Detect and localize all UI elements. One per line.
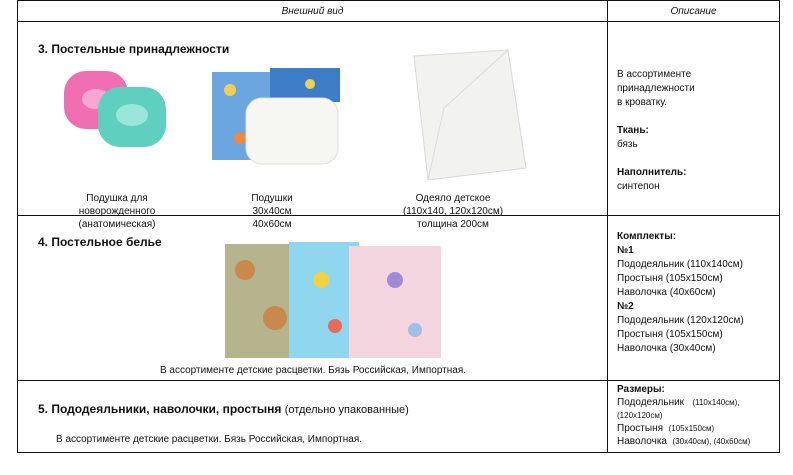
header-look: Внешний вид xyxy=(18,1,608,22)
newborn-pillow-image xyxy=(60,65,180,155)
bedding-sets-image xyxy=(225,240,441,362)
catalog-table xyxy=(17,0,780,453)
pillows-image xyxy=(210,68,340,168)
filler-label: Наполнитель: xyxy=(617,167,687,178)
section4-title: 4. Постельное белье xyxy=(38,235,162,249)
header-description: Описание xyxy=(608,1,780,22)
blanket-image xyxy=(404,48,532,182)
sets-label: Комплекты: xyxy=(617,231,677,242)
sizes-label: Размеры: xyxy=(617,384,665,395)
section4-desc-cell: Комплекты: №1 Пододеяльник (110х140см) Простыня (105х150см) Наволочка (40х60см) №2 Пододеяльник (120х120см) Простыня (105х150см) Наволочка (30х40см) xyxy=(608,216,780,381)
section3-desc-cell: В ассортименте принадлежности в кроватку. Ткань: бязь Наполнитель: синтепон xyxy=(608,22,780,216)
section5-desc-cell: Размеры: Пододеяльник (110х140см), (120х120см) Простыня (105х150см) Наволочка (30х40см), (40х60см) xyxy=(608,381,780,453)
fabric-label: Ткань: xyxy=(617,125,649,136)
section3-look-cell xyxy=(18,22,608,230)
item-blanket: Одеяло детское (110х140, 120х120см) толщина 200см xyxy=(402,193,504,230)
item-newborn-pillow: Подушка для новорожденного (анатомическая) xyxy=(78,193,156,230)
section4-look-cell xyxy=(18,216,608,381)
section3-title: 3. Постельные принадлежности xyxy=(38,42,230,56)
section5-title: 5. Пододеяльники, наволочки, простыня (отдельно упакованные) xyxy=(38,402,409,416)
section5-look-cell xyxy=(18,381,608,453)
section4-caption: В ассортименте детские расцветки. Бязь Российская, Импортная. xyxy=(159,365,467,376)
item-pillows: Подушки 30х40см 40х60см xyxy=(251,193,293,230)
section5-caption: В ассортименте детские расцветки. Бязь Российская, Импортная. xyxy=(56,434,363,445)
